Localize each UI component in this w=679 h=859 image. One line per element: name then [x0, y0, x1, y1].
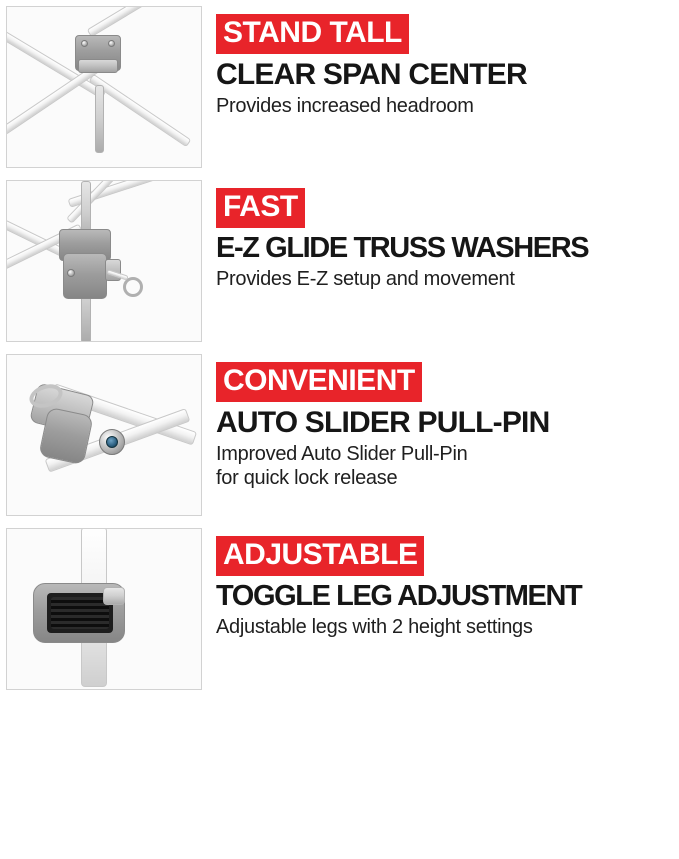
feature-subline: [216, 442, 669, 490]
thumbnail-container: [0, 0, 216, 174]
feature-subline-line1: Provides increased headroom: [216, 95, 474, 118]
feature-row: [0, 174, 679, 348]
feature-text: [216, 174, 679, 291]
feature-row: [0, 0, 679, 174]
feature-text: [216, 0, 679, 118]
feature-subline: [216, 94, 669, 118]
feature-eyebrow: FAST: [216, 188, 305, 228]
feature-subline-line2: for quick lock release: [216, 467, 398, 490]
feature-headline: E-Z GLIDE TRUSS WASHERS: [216, 232, 589, 264]
auto-slider-pull-pin-photo: [6, 354, 202, 516]
ez-glide-truss-washer-photo: [6, 180, 202, 342]
feature-text: [216, 348, 679, 490]
thumbnail-container: [0, 522, 216, 696]
feature-subline-line1: Provides E-Z setup and movement: [216, 268, 515, 291]
feature-eyebrow: ADJUSTABLE: [216, 536, 424, 576]
feature-headline: CLEAR SPAN CENTER: [216, 58, 527, 91]
feature-subline-line1: Improved Auto Slider Pull-Pin: [216, 443, 468, 466]
feature-headline: TOGGLE LEG ADJUSTMENT: [216, 580, 582, 612]
feature-subline-line1: Adjustable legs with 2 height settings: [216, 616, 533, 639]
feature-headline: AUTO SLIDER PULL-PIN: [216, 406, 550, 439]
feature-row: [0, 348, 679, 522]
feature-subline: [216, 267, 669, 291]
thumbnail-container: [0, 174, 216, 348]
feature-row: [0, 522, 679, 696]
toggle-leg-adjustment-photo: [6, 528, 202, 690]
feature-subline: [216, 615, 669, 639]
clear-span-center-truss-photo: [6, 6, 202, 168]
feature-text: [216, 522, 679, 639]
feature-eyebrow: CONVENIENT: [216, 362, 422, 402]
feature-eyebrow: STAND TALL: [216, 14, 409, 54]
thumbnail-container: [0, 348, 216, 522]
